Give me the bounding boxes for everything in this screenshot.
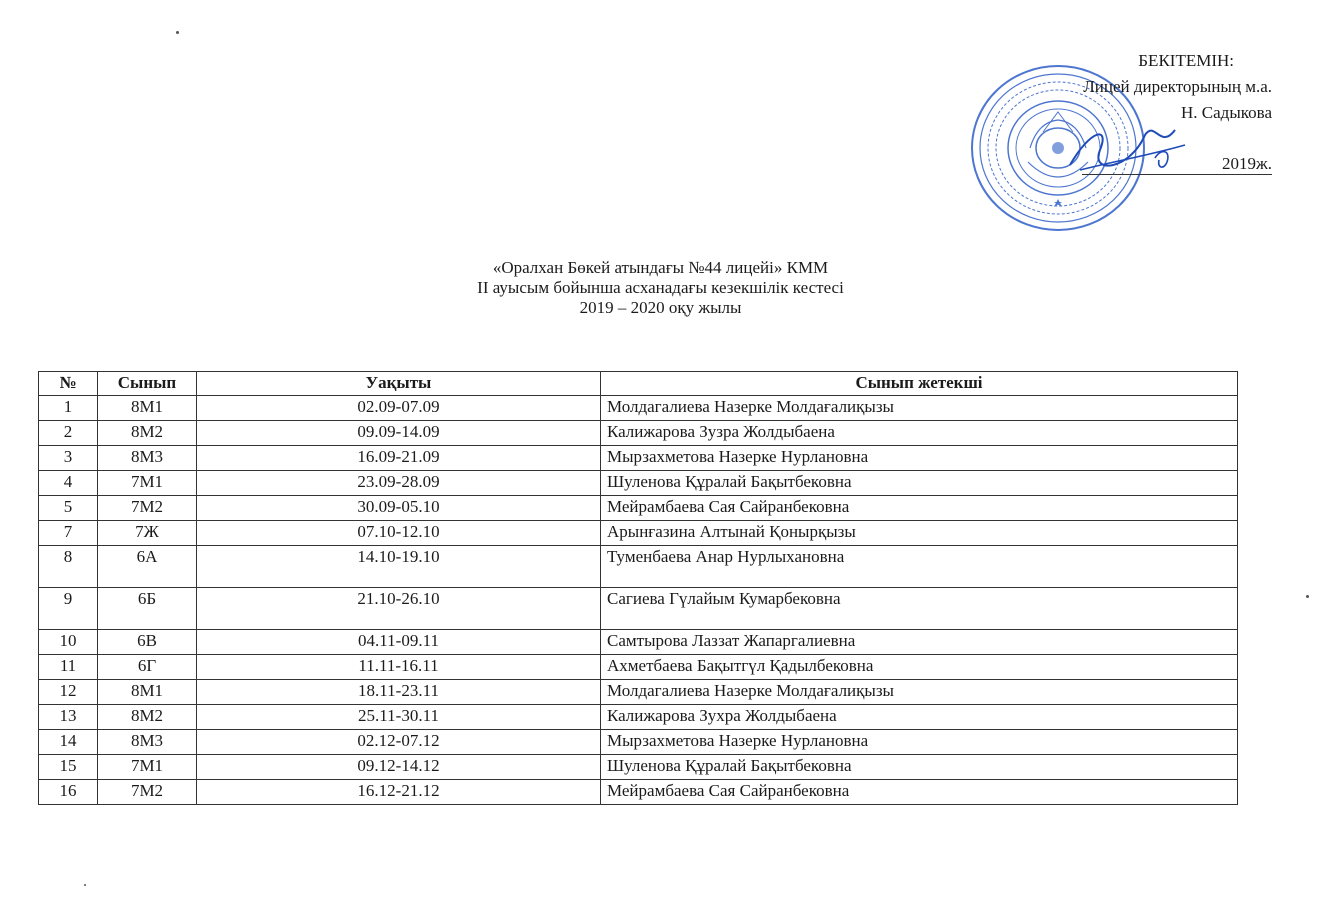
date-underline [1082,174,1272,175]
row-teacher: Молдагалиева Назерке Молдағалиқызы [601,680,1238,705]
row-time: 18.11-23.11 [197,680,601,705]
row-class: 8М1 [98,680,197,705]
row-time: 16.09-21.09 [197,446,601,471]
row-class: 8М2 [98,421,197,446]
table-row [39,680,1238,705]
approval-title: БЕКІТЕМІН: [1138,51,1234,70]
table-row [39,730,1238,755]
row-teacher: Мырзахметова Назерке Нурлановна [601,730,1238,755]
column-header-time: Уақыты [197,372,601,396]
approval-role: Лицей директорының м.а. [1083,77,1272,96]
row-number: 15 [39,755,98,780]
row-time: 11.11-16.11 [197,655,601,680]
row-number: 12 [39,680,98,705]
row-class: 7М2 [98,780,197,805]
row-time: 30.09-05.10 [197,496,601,521]
row-time: 25.11-30.11 [197,705,601,730]
table-row [39,471,1238,496]
row-teacher: Мырзахметова Назерке Нурлановна [601,446,1238,471]
row-teacher: Арынғазина Алтынай Қонырқызы [601,521,1238,546]
row-number: 7 [39,521,98,546]
row-number: 1 [39,396,98,421]
scan-speck [176,31,179,34]
row-time: 16.12-21.12 [197,780,601,805]
row-teacher: Ахметбаева Бақытгүл Қадылбековна [601,655,1238,680]
row-number: 13 [39,705,98,730]
row-class: 8М1 [98,396,197,421]
column-header-teacher: Сынып жетекші [601,372,1238,396]
table-row [39,705,1238,730]
row-teacher: Молдагалиева Назерке Молдағалиқызы [601,396,1238,421]
column-header-class: Сынып [98,372,197,396]
table-row [39,546,1238,588]
duty-schedule-table [38,371,1238,805]
row-time: 14.10-19.10 [197,546,601,588]
row-time: 07.10-12.10 [197,521,601,546]
scan-speck [84,884,86,886]
row-class: 8М3 [98,730,197,755]
row-class: 6В [98,630,197,655]
row-time: 02.12-07.12 [197,730,601,755]
row-class: 6Г [98,655,197,680]
institution-line: «Оралхан Бөкей атындағы №44 лицейі» КММ [492,258,829,277]
row-time: 09.12-14.12 [197,755,601,780]
approval-block [960,40,1272,240]
table-header-row [39,372,1238,396]
row-teacher: Самтырова Лаззат Жапаргалиевна [601,630,1238,655]
row-teacher: Калижарова Зузра Жолдыбаена [601,421,1238,446]
row-teacher: Сагиева Гүлайым Кумарбековна [601,588,1238,630]
row-number: 14 [39,730,98,755]
row-teacher: Мейрамбаева Сая Сайранбековна [601,496,1238,521]
column-header-number: № [39,372,98,396]
academic-year: 2019 – 2020 оқу жылы [579,298,742,317]
approval-year: 2019ж. [1222,154,1272,173]
row-time: 23.09-28.09 [197,471,601,496]
row-number: 9 [39,588,98,630]
row-teacher: Калижарова Зухра Жолдыбаена [601,705,1238,730]
row-number: 3 [39,446,98,471]
row-number: 16 [39,780,98,805]
row-time: 21.10-26.10 [197,588,601,630]
row-class: 7М1 [98,755,197,780]
row-time: 09.09-14.09 [197,421,601,446]
table-row [39,630,1238,655]
table-row [39,521,1238,546]
table-row [39,396,1238,421]
scan-speck [1306,595,1309,598]
row-class: 7М2 [98,496,197,521]
table-row [39,755,1238,780]
row-time: 04.11-09.11 [197,630,601,655]
row-teacher: Шуленова Құралай Бақытбековна [601,471,1238,496]
row-time: 02.09-07.09 [197,396,601,421]
schedule-title: ІІ ауысым бойынша асханадағы кезекшілік кестесі [477,278,844,297]
row-number: 8 [39,546,98,588]
row-number: 5 [39,496,98,521]
row-class: 6Б [98,588,197,630]
row-number: 10 [39,630,98,655]
row-number: 11 [39,655,98,680]
row-class: 8М3 [98,446,197,471]
table-row [39,780,1238,805]
row-number: 4 [39,471,98,496]
table-row [39,446,1238,471]
row-class: 6А [98,546,197,588]
row-class: 7М1 [98,471,197,496]
row-teacher: Шуленова Құралай Бақытбековна [601,755,1238,780]
approval-name: Н. Садыкова [1181,103,1272,122]
row-class: 7Ж [98,521,197,546]
row-number: 2 [39,421,98,446]
table-row [39,655,1238,680]
handwritten-signature [1060,110,1190,180]
table-row [39,496,1238,521]
row-teacher: Туменбаева Анар Нурлыхановна [601,546,1238,588]
document-heading [0,258,1328,318]
table-row [39,588,1238,630]
row-teacher: Мейрамбаева Сая Сайранбековна [601,780,1238,805]
table-row [39,421,1238,446]
row-class: 8М2 [98,705,197,730]
